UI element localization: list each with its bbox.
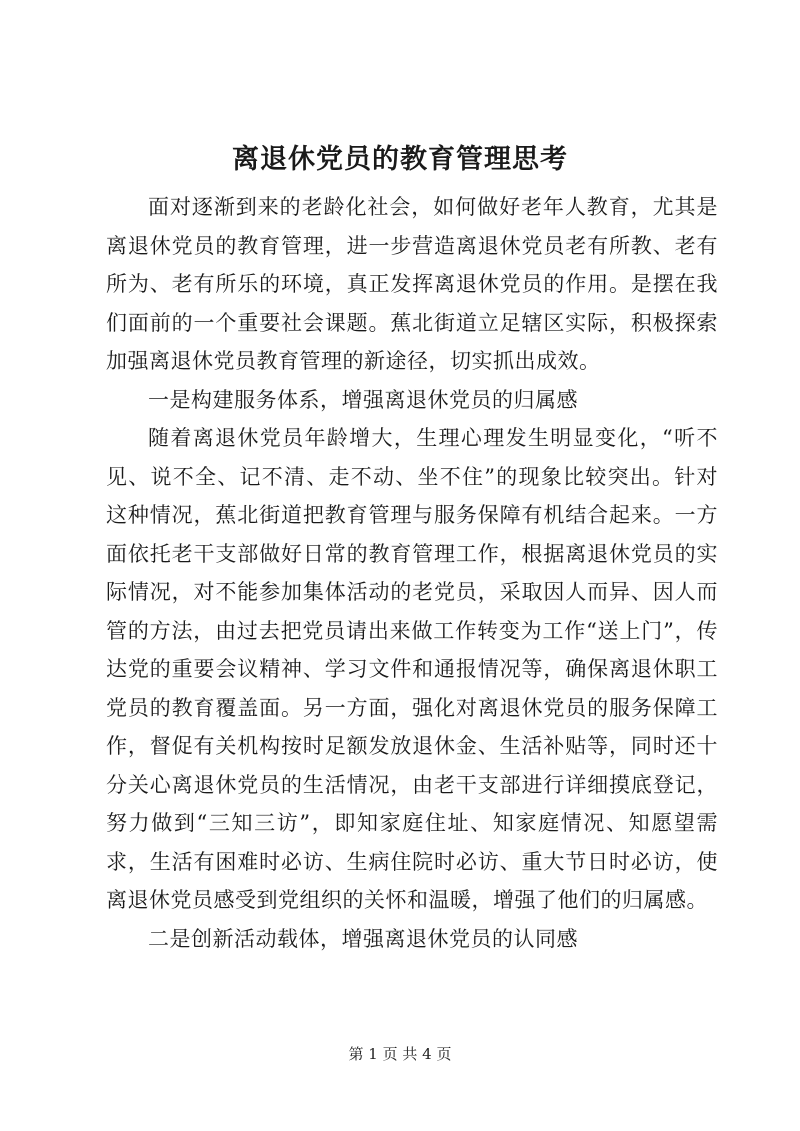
section-heading-2: 二是创新活动载体，增强离退休党员的认同感 (148, 926, 578, 951)
section-1-paragraph: 随着离退休党员年龄增大，生理心理发生明显变化，“听不见、说不全、记不清、走不动、坐不住”的现象比较突出。针对这种情况，蕉北街道把教育管理与服务保障有机结合起来。一方面依托老干支部做好日常的教育管理工作，根据离退休党员的实际情况，对不能参加集体活动的老党员，采取因人而异、因人而管的方法，由过去把党员请出来做工作转变为工作“送上门”，传达党的重要会议精神、学习文件和通报情况等，确保离退休职工党员的教育覆盖面。另一方面，强化对离退休党员的服务保障工作，督促有关机构按时足额发放退休金、生活补贴等，同时还十分关心离退休党员的生活情况，由老干支部进行详细摸底登记，努力做到“三知三访”，即知家庭住址、知家庭情况、知愿望需求，生活有困难时必访、生病住院时必访、重大节日时必访，使离退休党员感受到党组织的关怀和温暖，增强了他们的归属感。 (106, 426, 718, 912)
document-body (106, 188, 718, 958)
document-title: 离退休党员的教育管理思考 (232, 144, 568, 175)
page-footer: 第 1 页 共 4 页 (348, 1045, 452, 1063)
intro-paragraph: 面对逐渐到来的老龄化社会，如何做好老年人教育，尤其是离退休党员的教育管理，进一步营造离退休党员老有所教、老有所为、老有所乐的环境，真正发挥离退休党员的作用。是摆在我们面前的一个重要社会课题。蕉北街道立足辖区实际，积极探索加强离退休党员教育管理的新途径，切实抓出成效。 (106, 195, 718, 373)
section-heading-1: 一是构建服务体系，增强离退休党员的归属感 (148, 387, 578, 412)
